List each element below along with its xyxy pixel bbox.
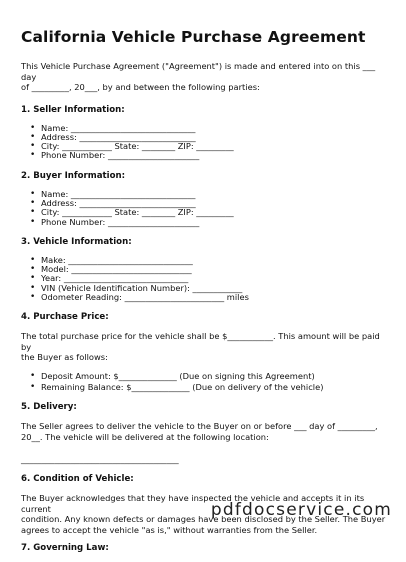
delivery-line: The Seller agrees to deliver the vehicle to the Buyer on or before ___ day of _________, [21,421,378,432]
vehicle-section [21,237,389,302]
delivery-paragraph [21,421,389,442]
payment-fields [21,371,389,393]
price-line: the Buyer as follows: [21,352,108,363]
vehicle-vin-field: • VIN (Vehicle Identification Number): ____________ [41,284,389,293]
document-page [21,27,389,562]
watermark-brand: pdfdocservice.com [210,500,392,520]
condition-line: The Buyer acknowledges that they have inspected the vehicle and accepts it in its current [21,493,365,514]
vehicle-fields [21,256,389,302]
seller-name-field: • Name: ______________________________ [41,124,389,133]
delivery-heading: 5. Delivery: [21,402,77,413]
vehicle-heading: 3. Vehicle Information: [21,236,132,247]
seller-phone-field: • Phone Number: ______________________ [41,151,389,160]
vehicle-year-field: • Year: ______________________________ [41,274,389,283]
buyer-address-field: • Address: ____________________________ [41,199,389,208]
condition-line: agrees to accept the vehicle "as is," without warranties from the Seller. [21,524,318,535]
remaining-balance-field: • Remaining Balance: $______________ (Due on delivery of the vehicle) [41,382,389,393]
document-title: California Vehicle Purchase Agreement [21,28,366,46]
seller-heading: 1. Seller Information: [21,104,125,115]
intro-line: This Vehicle Purchase Agreement ("Agreement") is made and entered into on this ___ day [21,61,376,82]
buyer-fields [21,190,389,227]
price-line: The total purchase price for the vehicle shall be $___________. This amount will be paid by [21,331,380,352]
delivery-line: 20__. The vehicle will be delivered at the following location: [21,431,269,442]
intro-line: of _________, 20___, by and between the following parties: [21,82,260,92]
delivery-section [21,402,389,464]
governing-law-section [21,543,389,554]
price-heading: 4. Purchase Price: [21,312,109,323]
buyer-city-state-zip-field: • City: ____________ State: ________ ZIP: _________ [41,208,389,217]
condition-heading: 6. Condition of Vehicle: [21,474,134,485]
seller-section [21,105,389,161]
condition-line: condition. Any known defects or damages have been disclosed by the Seller. The Buyer [21,514,386,525]
deposit-amount-field: • Deposit Amount: $______________ (Due on signing this Agreement) [41,371,389,382]
vehicle-model-field: • Model: _____________________________ [41,265,389,274]
vehicle-odometer-field: • Odometer Reading: ________________________ miles [41,293,389,302]
vehicle-make-field: • Make: ______________________________ [41,256,389,265]
buyer-section [21,171,389,227]
price-paragraph [21,331,389,363]
buyer-name-field: • Name: ______________________________ [41,190,389,199]
seller-address-field: • Address: ____________________________ [41,133,389,142]
buyer-phone-field: • Phone Number: ______________________ [41,218,389,227]
seller-fields [21,124,389,161]
seller-city-state-zip-field: • City: ____________ State: ________ ZIP: _________ [41,142,389,151]
delivery-location-line: ______________________________________ [21,454,179,465]
intro-paragraph [21,61,389,93]
governing-law-heading: 7. Governing Law: [21,543,109,554]
price-section [21,312,389,392]
buyer-heading: 2. Buyer Information: [21,170,126,181]
